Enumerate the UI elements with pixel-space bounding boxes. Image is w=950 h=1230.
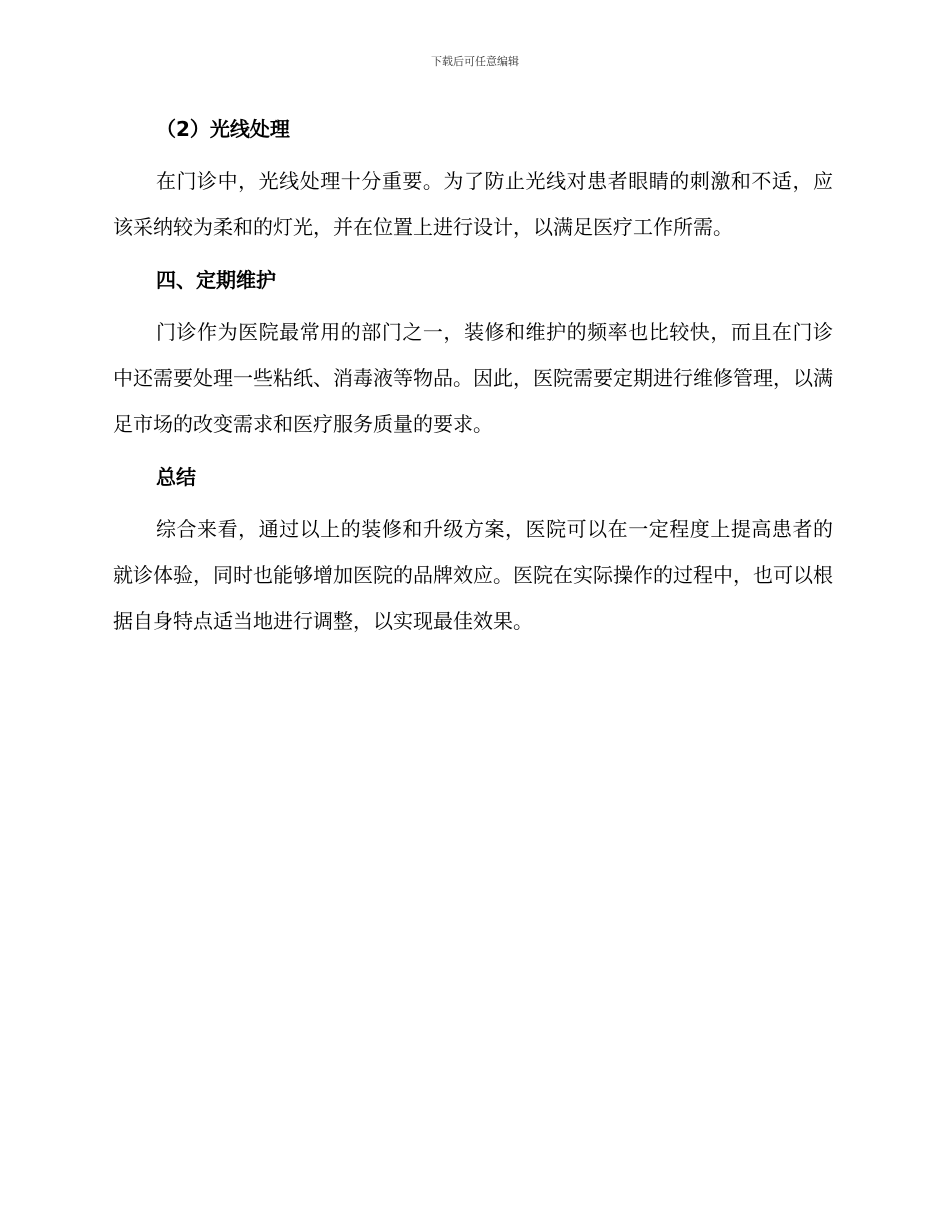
section-paragraph-summary: 综合来看，通过以上的装修和升级方案，医院可以在一定程度上提高患者的就诊体验，同时也能够增加医院的品牌效应。医院在实际操作的过程中，也可以根据自身特点适当地进行调整，以实现最佳效果。 xyxy=(113,517,833,633)
section-paragraph-maintenance: 门诊作为医院最常用的部门之一，装修和维护的频率也比较快，而且在门诊中还需要处理一些粘纸、消毒液等物品。因此，医院需要定期进行维修管理，以满足市场的改变需求和医疗服务质量的要求。 xyxy=(113,320,833,436)
page-header: 下载后可任意编辑 xyxy=(431,55,519,68)
section-heading-maintenance: 四、定期维护 xyxy=(156,268,276,292)
document-body xyxy=(113,112,833,657)
section-heading-summary: 总结 xyxy=(156,465,196,489)
section-heading-lighting: （2）光线处理 xyxy=(156,117,290,141)
section-paragraph-lighting: 在门诊中，光线处理十分重要。为了防止光线对患者眼睛的刺激和不适，应该采纳较为柔和的灯光，并在位置上进行设计，以满足医疗工作所需。 xyxy=(113,169,833,239)
